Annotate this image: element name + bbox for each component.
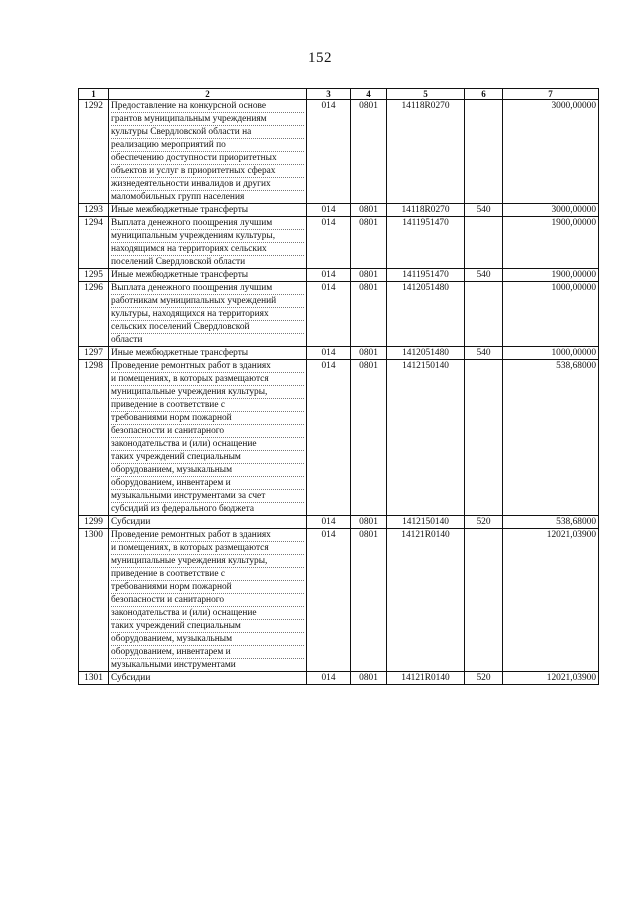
row-name-line: обеспечению доступности приоритетных: [111, 152, 304, 165]
row-section-code: 0801: [351, 217, 387, 269]
row-name-line: приведение в соответствие с: [111, 399, 304, 412]
header-row: [79, 89, 599, 100]
row-target-code: 1412150140: [387, 516, 465, 529]
row-name: [109, 269, 307, 282]
row-number: 1301: [79, 672, 109, 685]
row-name-line: Субсидии: [111, 517, 151, 527]
row-ministry-code: 014: [307, 282, 351, 347]
row-name-line: Предоставление на конкурсной основе: [111, 100, 304, 113]
row-expense-type: [465, 360, 503, 516]
row-target-code: 1411951470: [387, 269, 465, 282]
row-ministry-code: 014: [307, 204, 351, 217]
row-section-code: 0801: [351, 282, 387, 347]
row-section-code: 0801: [351, 360, 387, 516]
row-name-line: Проведение ремонтных работ в зданиях: [111, 360, 304, 373]
row-target-code: 14118R0270: [387, 204, 465, 217]
row-number: 1296: [79, 282, 109, 347]
row-amount: 538,68000: [503, 360, 599, 516]
row-name-line: сельских поселений Свердловской: [111, 321, 304, 334]
row-number: 1300: [79, 529, 109, 672]
row-expense-type: [465, 217, 503, 269]
row-name-line: и помещениях, в которых размещаются: [111, 373, 304, 386]
row-name-line: Иные межбюджетные трансферты: [111, 205, 249, 215]
header-col-1: 1: [79, 89, 109, 100]
table-row: [79, 100, 599, 204]
row-name-line: Проведение ремонтных работ в зданиях: [111, 529, 304, 542]
row-name-line: грантов муниципальным учреждениям: [111, 113, 304, 126]
table-row: [79, 360, 599, 516]
row-amount: 1000,00000: [503, 282, 599, 347]
row-name-line: маломобильных групп населения: [111, 192, 245, 202]
row-name-line: муниципальные учреждения культуры,: [111, 386, 304, 399]
row-name-line: Выплата денежного поощрения лучшим: [111, 282, 304, 295]
row-name: [109, 217, 307, 269]
row-amount: 3000,00000: [503, 204, 599, 217]
row-section-code: 0801: [351, 100, 387, 204]
row-name-line: Субсидии: [111, 673, 151, 683]
header-col-4: 4: [351, 89, 387, 100]
row-name-line: Иные межбюджетные трансферты: [111, 348, 249, 358]
row-name-line: безопасности и санитарного: [111, 425, 304, 438]
row-name-line: оборудованием, инвентарем и: [111, 477, 304, 490]
row-ministry-code: 014: [307, 347, 351, 360]
row-name-line: объектов и услуг в приоритетных сферах: [111, 165, 304, 178]
row-name-line: поселений Свердловской области: [111, 257, 246, 267]
row-ministry-code: 014: [307, 217, 351, 269]
row-expense-type: 540: [465, 269, 503, 282]
row-target-code: 1412051480: [387, 347, 465, 360]
row-amount: 3000,00000: [503, 100, 599, 204]
row-name-line: требованиями норм пожарной: [111, 581, 304, 594]
row-number: 1295: [79, 269, 109, 282]
row-name-line: приведение в соответствие с: [111, 568, 304, 581]
table-row: [79, 529, 599, 672]
row-target-code: 14121R0140: [387, 672, 465, 685]
row-expense-type: [465, 282, 503, 347]
row-number: 1298: [79, 360, 109, 516]
header-col-6: 6: [465, 89, 503, 100]
header-col-2: 2: [109, 89, 307, 100]
row-name-line: законодательства и (или) оснащение: [111, 607, 304, 620]
row-ministry-code: 014: [307, 100, 351, 204]
row-target-code: 1412051480: [387, 282, 465, 347]
row-name-line: муниципальные учреждения культуры,: [111, 555, 304, 568]
row-name-line: оборудованием, инвентарем и: [111, 646, 304, 659]
row-expense-type: 540: [465, 347, 503, 360]
header-col-3: 3: [307, 89, 351, 100]
row-name: [109, 282, 307, 347]
row-number: 1297: [79, 347, 109, 360]
row-name-line: оборудованием, музыкальным: [111, 464, 304, 477]
row-expense-type: 520: [465, 672, 503, 685]
row-amount: 538,68000: [503, 516, 599, 529]
row-expense-type: [465, 100, 503, 204]
row-amount: 12021,03900: [503, 672, 599, 685]
table-row: [79, 347, 599, 360]
row-amount: 12021,03900: [503, 529, 599, 672]
table-row: [79, 217, 599, 269]
row-number: 1294: [79, 217, 109, 269]
row-section-code: 0801: [351, 347, 387, 360]
row-name-line: культуры Свердловской области на: [111, 126, 304, 139]
row-name-line: требованиями норм пожарной: [111, 412, 304, 425]
row-target-code: 1412150140: [387, 360, 465, 516]
row-ministry-code: 014: [307, 672, 351, 685]
table-row: [79, 269, 599, 282]
row-name: [109, 529, 307, 672]
row-name: [109, 204, 307, 217]
table-row: [79, 204, 599, 217]
row-name-line: таких учреждений специальным: [111, 620, 304, 633]
row-name-line: работникам муниципальных учреждений: [111, 295, 304, 308]
row-name-line: жизнедеятельности инвалидов и других: [111, 178, 304, 191]
row-name-line: муниципальным учреждениям культуры,: [111, 230, 304, 243]
row-amount: 1000,00000: [503, 347, 599, 360]
row-name-line: субсидий из федерального бюджета: [111, 504, 254, 514]
row-number: 1292: [79, 100, 109, 204]
row-expense-type: [465, 529, 503, 672]
row-ministry-code: 014: [307, 269, 351, 282]
header-col-7: 7: [503, 89, 599, 100]
page-number: 152: [308, 50, 332, 66]
table-body: [79, 100, 599, 685]
row-name-line: реализацию мероприятий по: [111, 139, 304, 152]
row-name-line: музыкальными инструментами за счет: [111, 490, 304, 503]
budget-table: [78, 88, 599, 685]
table-row: [79, 282, 599, 347]
row-name: [109, 360, 307, 516]
row-amount: 1900,00000: [503, 217, 599, 269]
row-name-line: находящимся на территориях сельских: [111, 243, 304, 256]
row-name: [109, 347, 307, 360]
row-ministry-code: 014: [307, 529, 351, 672]
row-amount: 1900,00000: [503, 269, 599, 282]
row-name-line: безопасности и санитарного: [111, 594, 304, 607]
row-name-line: области: [111, 335, 143, 345]
header-col-5: 5: [387, 89, 465, 100]
row-name: [109, 516, 307, 529]
row-target-code: 1411951470: [387, 217, 465, 269]
row-name-line: законодательства и (или) оснащение: [111, 438, 304, 451]
row-section-code: 0801: [351, 516, 387, 529]
table-row: [79, 672, 599, 685]
row-ministry-code: 014: [307, 516, 351, 529]
row-name: [109, 100, 307, 204]
row-section-code: 0801: [351, 672, 387, 685]
row-number: 1299: [79, 516, 109, 529]
row-name-line: оборудованием, музыкальным: [111, 633, 304, 646]
row-expense-type: 520: [465, 516, 503, 529]
row-number: 1293: [79, 204, 109, 217]
row-target-code: 14121R0140: [387, 529, 465, 672]
row-section-code: 0801: [351, 529, 387, 672]
row-section-code: 0801: [351, 204, 387, 217]
row-name-line: музыкальными инструментами: [111, 660, 236, 670]
row-ministry-code: 014: [307, 360, 351, 516]
row-name-line: и помещениях, в которых размещаются: [111, 542, 304, 555]
row-name-line: Выплата денежного поощрения лучшим: [111, 217, 304, 230]
row-name-line: Иные межбюджетные трансферты: [111, 270, 249, 280]
row-target-code: 14118R0270: [387, 100, 465, 204]
row-name-line: культуры, находящихся на территориях: [111, 308, 304, 321]
row-expense-type: 540: [465, 204, 503, 217]
row-name-line: таких учреждений специальным: [111, 451, 304, 464]
table-row: [79, 516, 599, 529]
row-section-code: 0801: [351, 269, 387, 282]
row-name: [109, 672, 307, 685]
